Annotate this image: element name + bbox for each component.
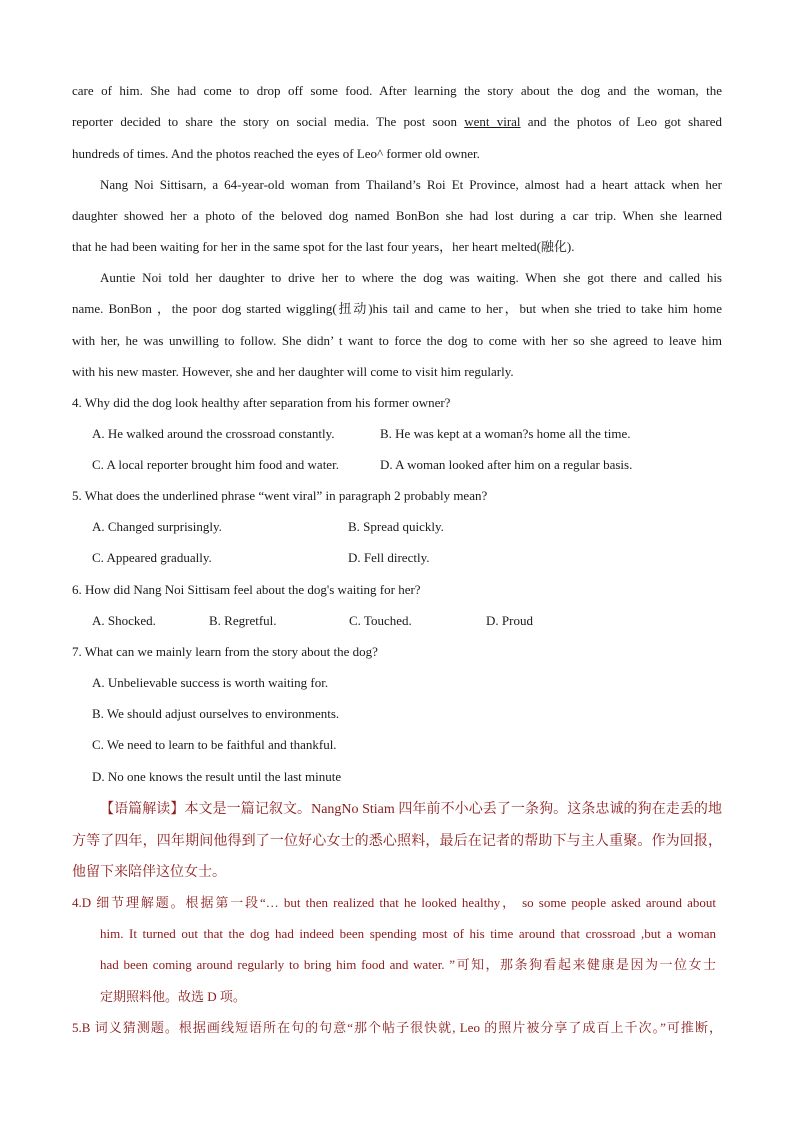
- question-5-stem: 5. What does the underlined phrase “went viral” in paragraph 2 probably mean?: [72, 488, 488, 503]
- question-5-option-b: B. Spread quickly.: [348, 519, 444, 534]
- question-6-option-c: C. Touched.: [349, 613, 412, 628]
- question-4-option-b: B. He was kept at a woman?s home all the time.: [380, 426, 631, 441]
- question-4-option-a: A. He walked around the crossroad constantly.: [92, 426, 335, 441]
- question-6-option-a: A. Shocked.: [92, 613, 156, 628]
- question-7-option-d: D. No one knows the result until the last minute: [92, 769, 342, 784]
- question-6-option-d: D. Proud: [486, 613, 533, 628]
- question-5-option-a: A. Changed surprisingly.: [92, 519, 222, 534]
- answer-4-line: had been coming around regularly to bring him food and water. ”可知，那条狗看起来健康是因为一位女士: [100, 957, 716, 972]
- question-4-option-d: D. A woman looked after him on a regular basis.: [380, 457, 633, 472]
- underlined-phrase: went viral: [464, 114, 521, 129]
- question-7-option-c: C. We need to learn to be faithful and thankful.: [92, 737, 337, 752]
- analysis-summary-line: 他留下来陪伴这位女士。: [72, 865, 226, 880]
- question-6-option-b: B. Regretful.: [209, 613, 277, 628]
- answer-4-line: 4.D 细节理解题。根据第一段“… but then realized that he looked healthy， so some people asked around about: [72, 895, 716, 910]
- passage-line: Nang Noi Sittisarn, a 64-year-old woman from Thailand’s Roi Et Province, almost had a heart attack when her: [100, 177, 722, 192]
- answer-4-line: 定期照料他。故选 D 项。: [100, 989, 246, 1004]
- passage-line: reporter decided to share the story on social media. The post soon went viral and the photos of Leo got shared: [72, 114, 723, 129]
- question-4-stem: 4. Why did the dog look healthy after separation from his former owner?: [72, 395, 451, 410]
- question-4-option-c: C. A local reporter brought him food and water.: [92, 457, 339, 472]
- passage-line: with her, he was unwilling to follow. She didn’ t want to force the dog to come with her so she agreed to leave him: [72, 333, 722, 348]
- analysis-summary-line: 方等了四年，四年期间他得到了一位好心女士的悉心照料，最后在记者的帮助下与主人重聚。作为回报，: [72, 834, 722, 849]
- passage-line: daughter showed her a photo of the beloved dog named BonBon she had lost during a car trip. When she learned: [72, 208, 722, 223]
- question-5-option-c: C. Appeared gradually.: [92, 550, 212, 565]
- passage-line: hundreds of times. And the photos reached the eyes of Leo^ former old owner.: [72, 146, 480, 161]
- question-7-option-a: A. Unbelievable success is worth waiting for.: [92, 675, 329, 690]
- passage-line: that he had been waiting for her in the same spot for the last four years，her heart melted(融化).: [72, 239, 575, 254]
- passage-line: care of him. She had come to drop off some food. After learning the story about the dog and the woman, the: [72, 83, 722, 98]
- question-6-stem: 6. How did Nang Noi Sittisam feel about the dog's waiting for her?: [72, 582, 421, 597]
- answer-5-line: 5.B 词义猜测题。根据画线短语所在句的句意“那个帖子很快就, Leo 的照片被分享了成百上千次。”可推断，: [72, 1020, 722, 1035]
- question-7-option-b: B. We should adjust ourselves to environments.: [92, 706, 340, 721]
- answer-4-line: him. It turned out that the dog had indeed been spending most of his time around that crossroad ,but a woman: [100, 926, 716, 941]
- passage-line: name. BonBon ，the poor dog started wiggling(扭动)his tail and came to her，but when she tried to take him home: [72, 301, 722, 316]
- analysis-summary-line: 【语篇解读】本文是一篇记叙文。NangNo Stiam 四年前不小心丢了一条狗。这条忠诚的狗在走丢的地: [100, 802, 722, 817]
- passage-line: with his new master. However, she and her daughter will come to visit him regularly.: [72, 364, 514, 379]
- question-7-stem: 7. What can we mainly learn from the story about the dog?: [72, 644, 378, 659]
- passage-line: Auntie Noi told her daughter to drive her to where the dog was waiting. When she got there and called his: [100, 270, 722, 285]
- question-5-option-d: D. Fell directly.: [348, 550, 430, 565]
